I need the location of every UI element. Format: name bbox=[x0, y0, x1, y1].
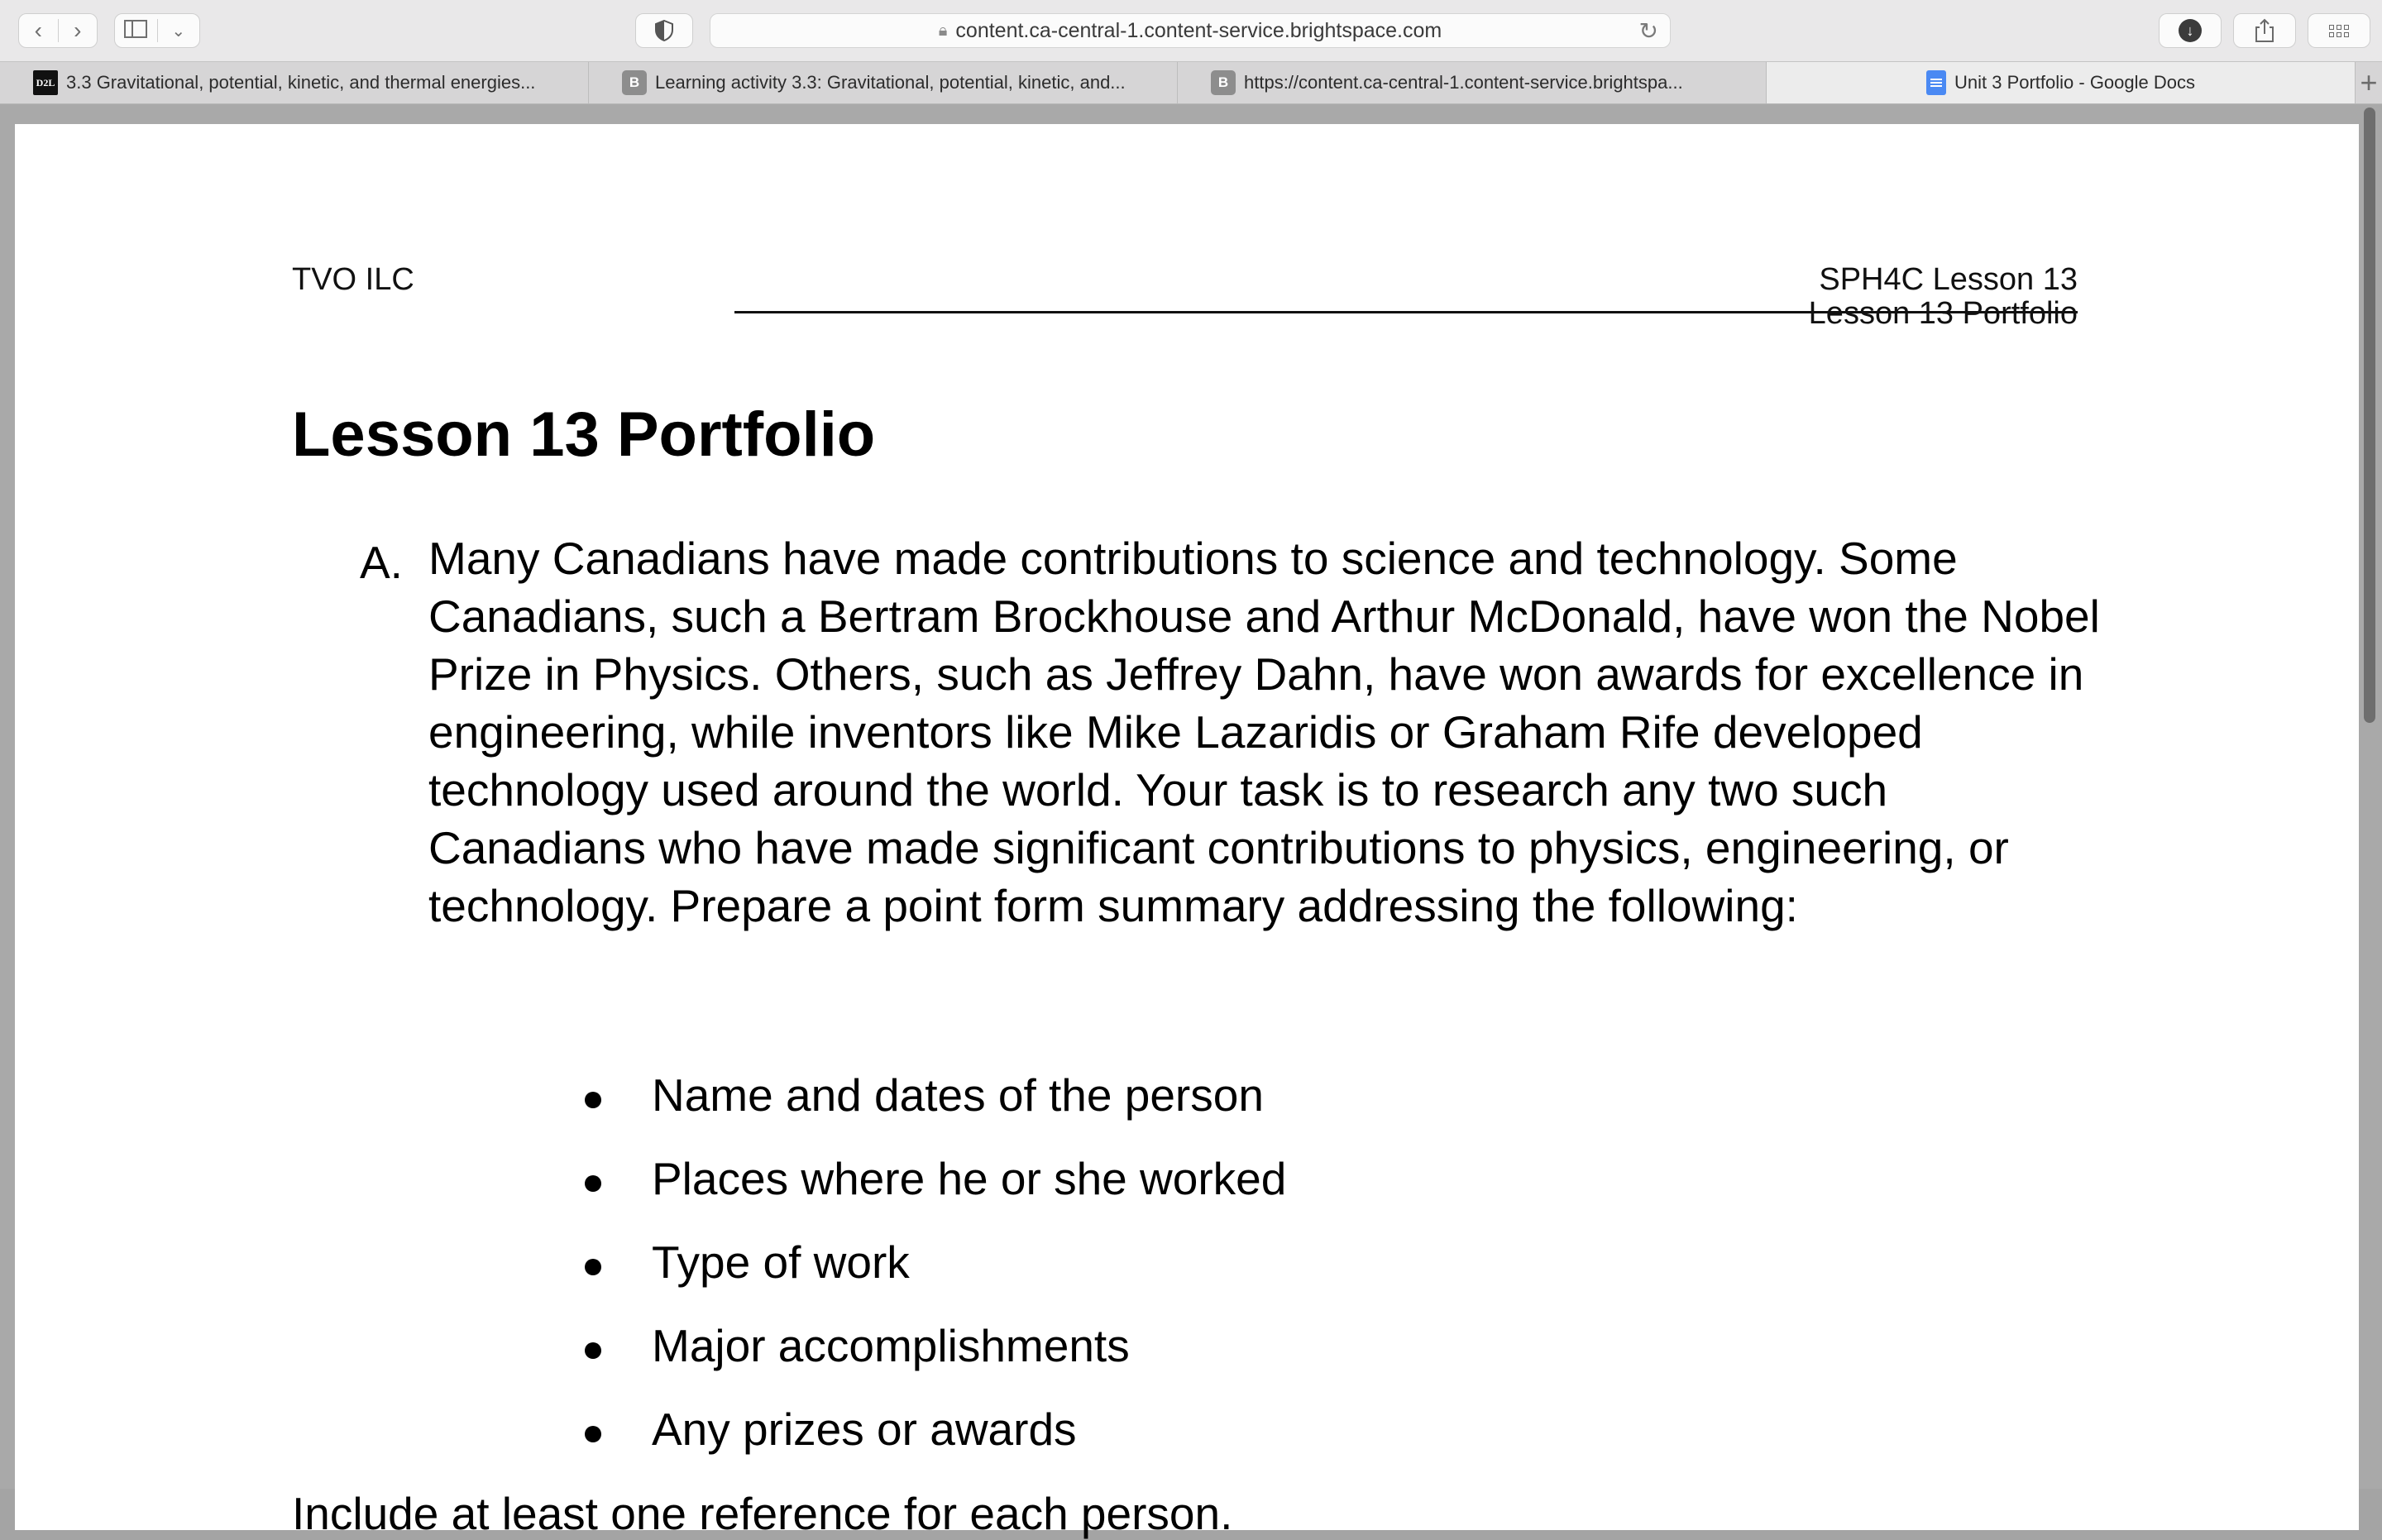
brightspace-icon: B bbox=[622, 70, 647, 95]
document-viewer bbox=[0, 104, 2382, 1539]
google-docs-icon bbox=[1926, 70, 1946, 95]
tab-overview-button[interactable] bbox=[2308, 13, 2370, 48]
tab-label: https://content.ca-central-1.content-service.brightspa... bbox=[1244, 72, 1683, 93]
tab-content-service[interactable] bbox=[1178, 62, 1767, 103]
address-bar[interactable] bbox=[710, 13, 1671, 48]
header-subtitle: Lesson 13 Portfolio bbox=[1808, 296, 2078, 331]
list-marker: A. bbox=[360, 537, 403, 588]
bullet-icon bbox=[585, 1092, 601, 1108]
reload-icon[interactable]: ↻ bbox=[1638, 18, 1658, 44]
back-icon[interactable]: ‹ bbox=[34, 17, 42, 43]
sidebar-icon[interactable] bbox=[115, 17, 157, 44]
header-left: TVO ILC bbox=[292, 262, 414, 297]
new-tab-button[interactable] bbox=[2356, 62, 2382, 103]
chevron-down-icon[interactable]: ⌄ bbox=[171, 22, 186, 41]
d2l-icon: D2L bbox=[33, 70, 58, 95]
bullet-icon bbox=[585, 1175, 601, 1192]
header-course: SPH4C Lesson 13 bbox=[1819, 262, 2078, 297]
tab-google-docs[interactable] bbox=[1767, 62, 2356, 103]
tab-learning-activity[interactable] bbox=[589, 62, 1178, 103]
plus-icon: + bbox=[2360, 65, 2378, 99]
reference-instruction: Include at least one reference for each person. bbox=[292, 1488, 1233, 1539]
tab-d2l-lesson[interactable] bbox=[0, 62, 589, 103]
grid-icon bbox=[2329, 25, 2349, 37]
download-icon: ↓ bbox=[2179, 19, 2202, 42]
list-item-text: Any prizes or awards bbox=[652, 1404, 1077, 1455]
document-page bbox=[15, 124, 2359, 1539]
lock-icon: 🔒︎ bbox=[938, 21, 948, 40]
shield-icon bbox=[655, 20, 673, 41]
list-item-text: Major accomplishments bbox=[652, 1320, 1130, 1371]
brightspace-icon: B bbox=[1211, 70, 1236, 95]
assignment-paragraph: Many Canadians have made contributions to science and technology. Some Canadians, such a Bertram Brockhouse and Arthur McDonald, have won the Nobel Prize in Physics. Others, such as Jeffrey Dahn, have won awards for excellence in engineering, while inventors like Mike Lazaridis or Graham Rife developed technology used around the world. Your task is to research any two such Canadians who have made significant contributions to physics, engineering, or technology. Prepare a point form summary addressing the following: bbox=[428, 533, 2100, 931]
sidebar-controls bbox=[114, 13, 200, 48]
tab-label: 3.3 Gravitational, potential, kinetic, and thermal energies... bbox=[66, 72, 536, 93]
tab-bar bbox=[0, 61, 2382, 104]
url-text: content.ca-central-1.content-service.brightspace.com bbox=[955, 18, 1442, 42]
page-title: Lesson 13 Portfolio bbox=[292, 399, 876, 470]
share-icon bbox=[2255, 18, 2274, 43]
forward-icon[interactable]: › bbox=[74, 17, 82, 43]
list-item-text: Places where he or she worked bbox=[652, 1153, 1287, 1204]
list-item-text: Type of work bbox=[652, 1236, 910, 1288]
scrollbar[interactable] bbox=[2364, 108, 2375, 723]
bullet-icon bbox=[585, 1259, 601, 1275]
tab-label: Learning activity 3.3: Gravitational, potential, kinetic, and... bbox=[655, 72, 1126, 93]
bullet-icon bbox=[585, 1342, 601, 1359]
tab-label: Unit 3 Portfolio - Google Docs bbox=[1954, 72, 2196, 93]
privacy-shield-button[interactable] bbox=[635, 13, 693, 48]
list-item-text: Name and dates of the person bbox=[652, 1069, 1264, 1121]
bullet-icon bbox=[585, 1426, 601, 1442]
downloads-button[interactable] bbox=[2159, 13, 2222, 48]
navigation-buttons bbox=[18, 13, 98, 48]
browser-toolbar bbox=[0, 0, 2382, 61]
share-button[interactable] bbox=[2233, 13, 2296, 48]
